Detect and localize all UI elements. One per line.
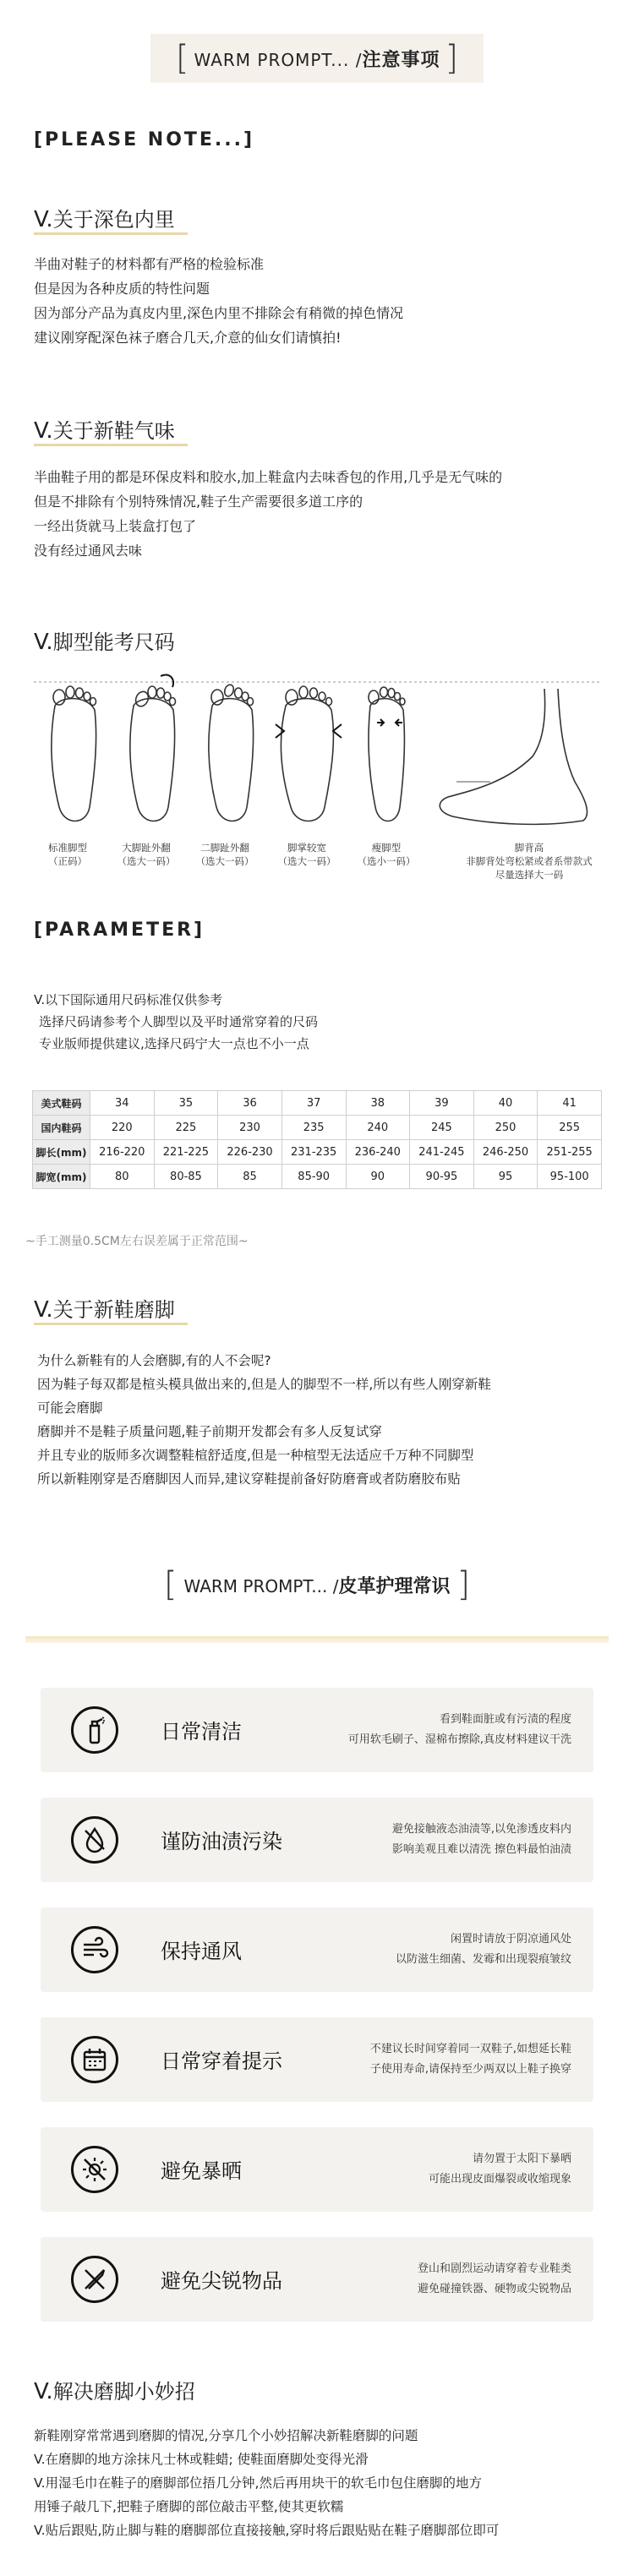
banner-lead: WARM PROMPT... / bbox=[194, 49, 363, 70]
table-cell: 226-230 bbox=[218, 1140, 282, 1165]
no-stain-icon bbox=[71, 1816, 118, 1864]
table-cell: 225 bbox=[154, 1116, 218, 1140]
banner-bold: 注意事项 bbox=[362, 49, 440, 71]
section-text-dark-lining: 半曲对鞋子的材料都有严格的检验标准 但是因为各种皮质的特性问题 因为部分产品为真皮内里,深色内里不排除会有稍微的掉色情况 建议刚穿配深色袜子磨合几天,介意的仙女们请慎拍! bbox=[34, 256, 404, 346]
table-row bbox=[33, 1165, 602, 1189]
table-cell: 220 bbox=[90, 1116, 155, 1140]
table-cell: 221-225 bbox=[154, 1140, 218, 1165]
foot-outlines-svg bbox=[34, 672, 602, 832]
section-text-chafing: 为什么新鞋有的人会磨脚,有的人不会呢? 因为鞋子每双都是楦头模具做出来的,但是人的脚型不一样,所以有些人刚穿新鞋 可能会磨脚 磨脚并不是鞋子质量问题,鞋子前期开发都会有多人反复试穿 并且专业的版师多次调整鞋楦舒适度,但是一种楦型无法适应千万种不同脚型 所以新鞋刚穿是否磨脚因人而异,建议穿鞋提前备好防磨膏或者防磨胶布贴 bbox=[37, 1353, 491, 1487]
section-underline bbox=[34, 444, 188, 446]
care-card-avoid-sun: 避免暴晒 请勿置于太阳下暴晒 可能出现皮面爆裂或收缩现象 bbox=[41, 2127, 593, 2212]
parameter-intro: V.以下国际通用尺码标准仅供参考 选择尺码请参考个人脚型以及平时通常穿着的尺码 专业版师提供建议,选择尺码宁大一点也不小一点 bbox=[34, 992, 319, 1051]
foot-caption-high-instep: 脚背高 非脚背处弯松紧或者系带款式 尽量选择大一码 bbox=[466, 842, 593, 881]
no-sharp-icon bbox=[71, 2256, 118, 2303]
table-cell: 235 bbox=[281, 1116, 346, 1140]
table-cell: 246-250 bbox=[473, 1140, 538, 1165]
table-cell: 230 bbox=[218, 1116, 282, 1140]
foot-caption-standard: 标准脚型 （正码） bbox=[48, 842, 87, 867]
bracket-right: ] bbox=[456, 1565, 471, 1604]
section-text-chafing-tips: 新鞋刚穿常常遇到磨脚的情况,分享几个小妙招解决新鞋磨脚的问题 V.在磨脚的地方涂抹凡士林或鞋蜡; 使鞋面磨脚处变得光滑 V.用湿毛巾在鞋子的磨脚部位捂几分钟,然后再用块干的软毛巾包住磨脚的地方 用锤子敲几下,把鞋子磨脚的部位敲击平整,使其更软糯 V.贴后跟贴,防止脚与鞋的磨脚部位直接接触,穿时将后跟贴贴在鞋子磨脚部位即可 bbox=[34, 2428, 500, 2538]
table-cell: 231-235 bbox=[281, 1140, 346, 1165]
care-card-daily-cleaning: 日常清洁 看到鞋面脏或有污渍的程度 可用软毛刷子、湿棉布擦除,真皮材料建议干洗 bbox=[41, 1688, 593, 1772]
table-cell: 245 bbox=[410, 1116, 474, 1140]
section-title-dark-lining: V. 关于深色内里 bbox=[34, 207, 175, 232]
table-cell: 41 bbox=[538, 1091, 602, 1116]
banner-divider bbox=[25, 1636, 609, 1643]
table-cell: 36 bbox=[218, 1091, 282, 1116]
table-cell: 90-95 bbox=[410, 1165, 474, 1189]
table-cell: 80 bbox=[90, 1165, 155, 1189]
parameter-heading: [PARAMETER] bbox=[34, 920, 205, 941]
table-cell: 216-220 bbox=[90, 1140, 155, 1165]
table-cell: 40 bbox=[473, 1091, 538, 1116]
table-cell: 250 bbox=[473, 1116, 538, 1140]
warm-prompt-banner bbox=[150, 34, 484, 83]
table-cell: 251-255 bbox=[538, 1140, 602, 1165]
section-title-foot-shape: V. 脚型能考尺码 bbox=[34, 630, 175, 655]
table-row-header: 美式鞋码 bbox=[33, 1091, 90, 1116]
table-cell: 34 bbox=[90, 1091, 155, 1116]
table-cell: 240 bbox=[346, 1116, 410, 1140]
foot-shape-illustrations bbox=[34, 672, 602, 896]
foot-caption-slim: 瘦脚型 （选小一码） bbox=[357, 842, 416, 867]
section-text-new-shoe-smell: 半曲鞋子用的都是环保皮料和胶水,加上鞋盒内去味香包的作用,几乎是无气味的 但是不排除有个别特殊情况,鞋子生产需要很多道工序的 一经出货就马上装盒打包了 没有经过通风去味 bbox=[34, 469, 503, 559]
table-cell: 39 bbox=[410, 1091, 474, 1116]
no-sun-icon bbox=[71, 2146, 118, 2193]
bracket-right: ] bbox=[445, 39, 459, 78]
bracket-left: [ bbox=[175, 39, 189, 78]
section-title-new-shoe-smell: V. 关于新鞋气味 bbox=[34, 418, 175, 444]
table-cell: 95 bbox=[473, 1165, 538, 1189]
care-card-avoid-sharp: 避免尖锐物品 登山和剧烈运动请穿着专业鞋类 避免碰撞铁器、硬物或尖锐物品 bbox=[41, 2237, 593, 2322]
ventilation-icon bbox=[71, 1926, 118, 1973]
section-title-new-shoe-chafing: V. 关于新鞋磨脚 bbox=[34, 1297, 175, 1323]
table-row bbox=[33, 1140, 602, 1165]
table-cell: 241-245 bbox=[410, 1140, 474, 1165]
spray-bottle-icon bbox=[71, 1706, 118, 1754]
table-cell: 85-90 bbox=[281, 1165, 346, 1189]
care-card-ventilation: 保持通风 闲置时请放于阴凉通风处 以防滋生细菌、发霉和出现裂痕皱纹 bbox=[41, 1907, 593, 1992]
table-cell: 38 bbox=[346, 1091, 410, 1116]
care-card-daily-wear: 日常穿着提示 不建议长时间穿着同一双鞋子,如想延长鞋 子使用寿命,请保持至少两双以上鞋子换穿 bbox=[41, 2017, 593, 2102]
table-cell: 85 bbox=[218, 1165, 282, 1189]
table-cell: 80-85 bbox=[154, 1165, 218, 1189]
table-cell: 37 bbox=[281, 1091, 346, 1116]
table-row-header: 脚长(mm) bbox=[33, 1140, 90, 1165]
table-cell: 90 bbox=[346, 1165, 410, 1189]
calendar-icon bbox=[71, 2036, 118, 2083]
table-cell: 95-100 bbox=[538, 1165, 602, 1189]
leather-care-banner: [ WARM PROMPT... /皮革护理常识 ] bbox=[163, 1565, 471, 1604]
table-cell: 35 bbox=[154, 1091, 218, 1116]
table-row bbox=[33, 1116, 602, 1140]
table-cell: 236-240 bbox=[346, 1140, 410, 1165]
foot-caption-big-toe: 大脚趾外翻 （选大一码） bbox=[117, 842, 176, 867]
please-note-heading: [PLEASE NOTE...] bbox=[34, 129, 255, 150]
table-row-header: 国内鞋码 bbox=[33, 1116, 90, 1140]
section-title-chafing-tips: V. 解决磨脚小妙招 bbox=[34, 2379, 195, 2404]
table-cell: 255 bbox=[538, 1116, 602, 1140]
table-row bbox=[33, 1091, 602, 1116]
section-underline bbox=[34, 1323, 188, 1325]
foot-caption-second-toe: 二脚趾外翻 （选大一码） bbox=[195, 842, 254, 867]
table-row-header: 脚宽(mm) bbox=[33, 1165, 90, 1189]
section-underline bbox=[34, 232, 188, 235]
bracket-left: [ bbox=[163, 1565, 178, 1604]
care-card-oil-stain: 谨防油渍污染 避免接触液态油渍等,以免渗透皮料内 影响美观且难以清洗 擦色料最怕油渍 bbox=[41, 1798, 593, 1882]
measurement-note: ~手工测量0.5CM左右误差属于正常范围~ bbox=[25, 1235, 249, 1248]
foot-caption-wide: 脚掌较宽 （选大一码） bbox=[277, 842, 336, 867]
size-chart-table bbox=[32, 1090, 602, 1189]
